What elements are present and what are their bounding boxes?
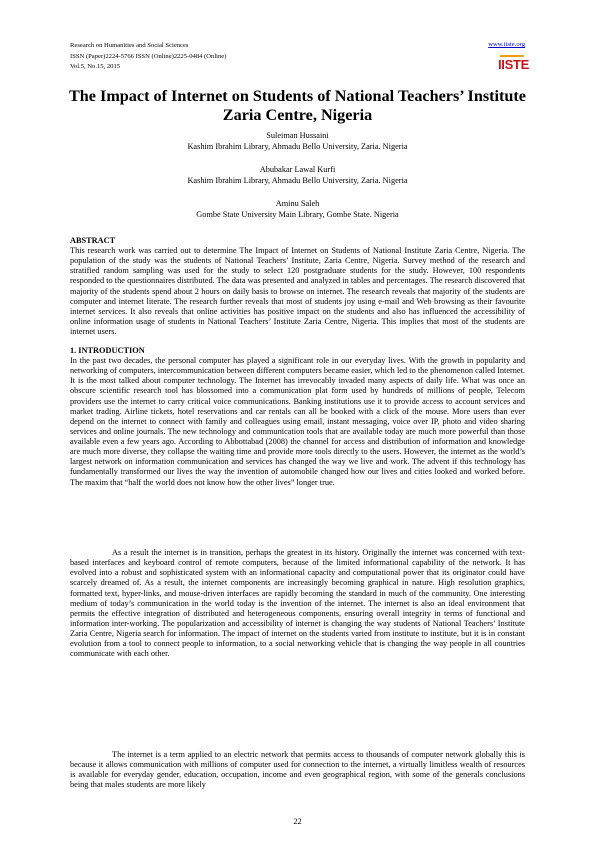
paper-title: The Impact of Internet on Students of National Teachers’ Institute Zaria Centre, Nigeria: [68, 87, 526, 124]
abstract-text: This research work was carried out to determine The Impact of Internet on Students of National Institute Zaria Centre, Nigeria. The population of the study was the students of National Teachers’ Institute, Zaria Centre, Nigeria. Survey method of the research and stratified random sampling was used for the study to select 120 postgraduate students for the study. However, 100 respondents responded to the questionnaires distributed. The data was presented and analyzed in tables and percentages. The research discovered that majority of the students spend about 2 hours on daily basis to browse on internet. The research reveals that majority of the students are computer and internet literate. The research further reveals that most of students joy using e-mail and Web browsing as their favourite internet services. It also reveals that online activities has positive impact on the students and also has influenced the accessibility of online information usage of students in National Teachers’ Institute Zaria Centre, Nigeria. This implies that most of the students are internet users.: [70, 246, 525, 336]
body-paragraph: As a result the internet is in transition, perhaps the greatest in its history. Originally the internet was concerned with text-based interfaces and keyboard control of remote computers, because of the limited informational capability of the network. It has evolved into a robust and sophisticated system with an informational capacity and computational power that its originator could have scarcely dreamed of. As a result, the internet components are increasingly becoming graphical in nature. High resolution graphics, formatted text, hyper-links, and mouse-driven interfaces are rapidly becoming the standard in much of the community. One interesting medium of today’s communication in the world today is the invention of the internet. The internet is also an ideal environment that permits the effective integration of distributed and heterogeneous components, ensuring overall integrity in terms of functional and information inter-working. The popularization and accessibility of internet is changing the way students of National Teachers’ Institute Zaria Centre, Nigeria search for information. The impact of internet on the students varied from institute to institute, but it is in constant evolution from a tool to connect people to information, to a social networking vehicle that is changing the way people in all countries communicate with each other.: [70, 548, 525, 659]
introduction-heading: 1. INTRODUCTION: [70, 346, 145, 355]
journal-issn: ISSN (Paper)2224-5766 ISSN (Online)2225-0484 (Online): [70, 52, 227, 60]
author-name: Aminu Saleh: [275, 199, 320, 208]
author-name: Abubakar Lawal Kurfi: [259, 165, 336, 174]
journal-name: Research on Humanities and Social Sciences: [70, 42, 189, 49]
body-paragraph: The internet is a term applied to an electric network that permits access to thousands of computer network globally this is because it allows communication with millions of computer used for connection to the internet, a virtually limitless wealth of resources is available for everyday gender, education, occupation, income and even geographical region, with some of the generals conclusions being that males students are more likely: [70, 750, 525, 790]
author-name: Suleiman Hussaini: [266, 131, 329, 140]
journal-volume: Vol.5, No.15, 2015: [70, 63, 121, 70]
author-affiliation: Gombe State University Main Library, Gombe State. Nigeria: [196, 210, 399, 219]
abstract-heading: ABSTRACT: [70, 236, 116, 245]
body-paragraph: In the past two decades, the personal computer has played a significant role in our everyday lives. With the growth in popularity and networking of computers, intercommunication between different computers became easier, which led to the phenomenon called Internet. It is the most talked about computer technology. The Internet has irrevocably invaded many aspects of daily life. What was once an obscure scientific research tool has blossomed into a communication plat form used by hundreds of millions of people, Telecom providers use the internet to carry critical voice communications. Banking institutions use it to provide access to account services and market trading. Airline tickets, hotel reservations and car rentals can all be booked with a click of the mouse. More users than ever depend on the internet to connect with family and colleagues using email, instant messaging, voice over IP, photo and video sharing services and online journals. The new technology and communication tools that are available today are much more powerful than those available even a few years ago. According to Abbottabad (2008) the channel for access and distribution of information and knowledge are much more diverse, they collapse the waiting time and provide more tools directly to the users. However, the internet as the world’s largest network on information communication and services has changed the way we live and work. The advent if this technology has fundamentally transformed our lives the way the invention of automobile changed how our lives and cities looked and worked before. The maxim that “half the world does not know how the other lives” longer true.: [70, 356, 525, 487]
author-affiliation: Kashim Ibrahim Library, Ahmadu Bello University, Zaria. Nigeria: [187, 142, 408, 151]
author-affiliation: Kashim Ibrahim Library, Ahmadu Bello University, Zaria. Nigeria: [187, 176, 408, 185]
journal-url-link[interactable]: www.iiste.org: [488, 41, 525, 48]
logo-text: IISTE: [498, 57, 530, 72]
iiste-logo: [498, 55, 530, 75]
page-number: 22: [293, 817, 302, 826]
